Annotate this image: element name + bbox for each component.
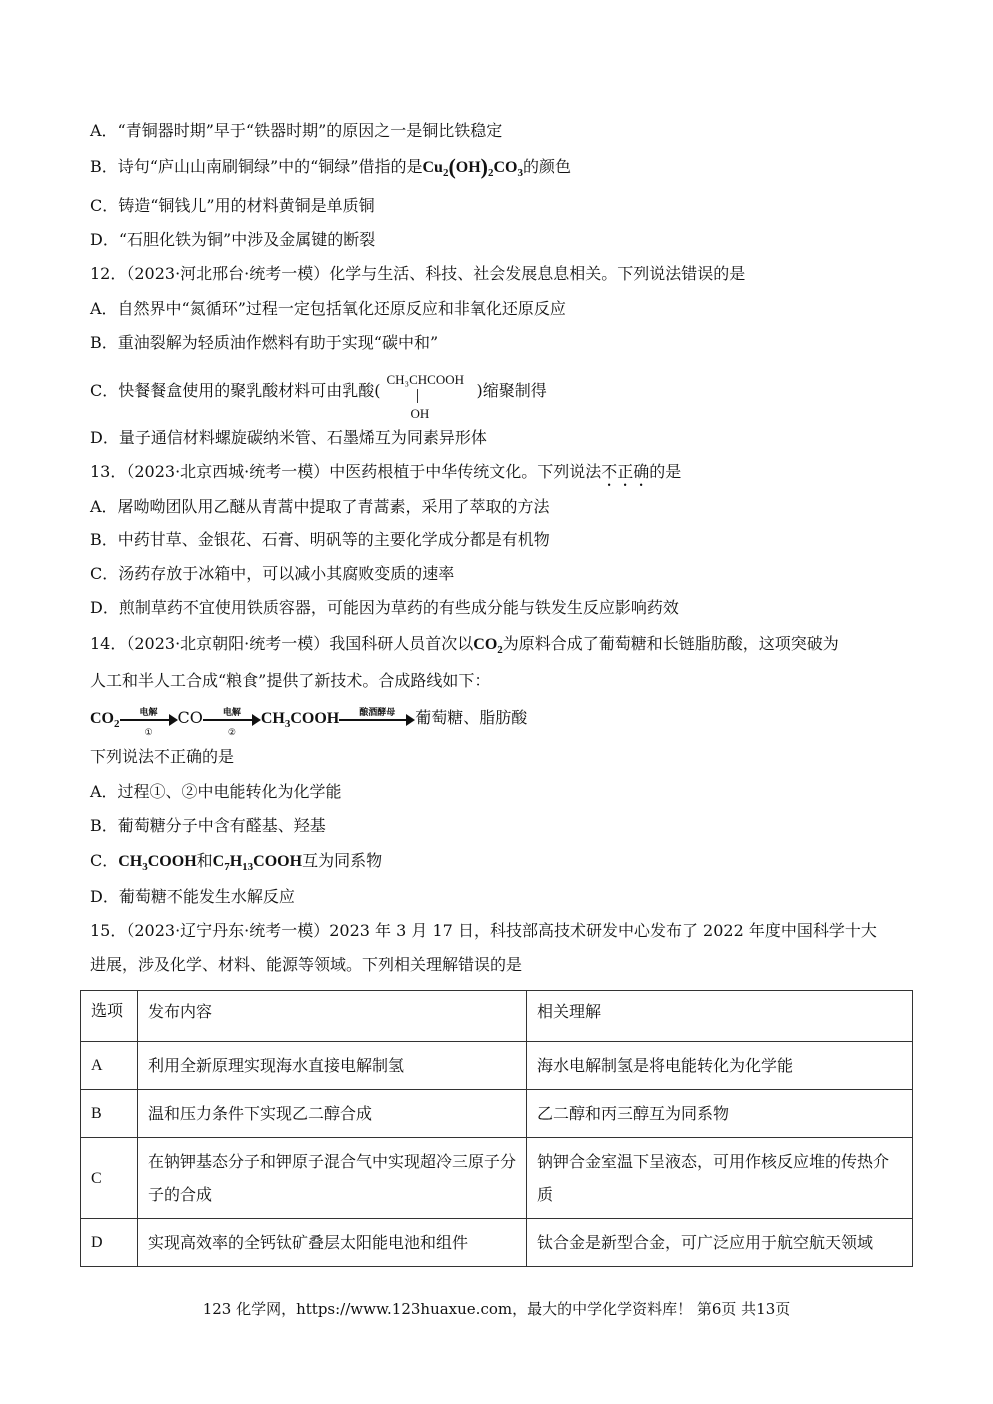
route-arrow-1 [120,707,178,738]
q11-option-b [90,156,571,184]
route-acetic-acid: $CH_3COOH$ [260,710,340,731]
page-footer: 123 化学网，https://www.123huaxue.com，最大的中学化学资料库！ 第6页 共13页 [202,1300,791,1318]
row-option: C [81,1138,138,1219]
route-arrow-3 [339,707,415,727]
lactic-acid-structure [381,371,477,421]
q12-option-b: B．重油裂解为轻质油作燃料有助于实现“碳中和” [90,333,439,352]
q13-option-b: B．中药甘草、金银花、石膏、明矾等的主要化学成分都是有机物 [90,530,550,549]
q14-option-c-tail: 互为同系物 [302,851,383,870]
formula-co2: $CO_2$ [473,636,503,657]
table-row [81,1042,913,1090]
q14-option-a: A．过程①、②中电能转化为化学能 [90,782,342,801]
q14-stem-text: 14．（2023·北京朝阳·统考一模）我国科研人员首次以 [90,634,474,653]
row-content: 实现高效率的全钙钛矿叠层太阳能电池和组件 [138,1219,527,1267]
q13-stem [90,461,681,490]
q13-option-c: C．汤药存放于冰箱中，可以减小其腐败变质的速率 [90,564,455,583]
route-products: 葡萄糖、脂肪酸 [415,708,528,727]
q14-option-d: D．葡萄糖不能发生水解反应 [90,887,295,906]
q12-option-c [90,371,547,421]
q13-stem-tail: 的是 [649,462,682,481]
route-co2: $CO_2$ [90,710,120,731]
q13-option-a: A．屠呦呦团队用乙醚从青蒿中提取了青蒿素，采用了萃取的方法 [90,497,550,516]
table-header-row [81,991,913,1042]
q11-option-d: D．“石胆化铁为铜”中涉及金属键的断裂 [90,230,376,249]
table-row [81,1090,913,1138]
header-content: 发布内容 [138,991,527,1042]
q11-option-b-tail: 的颜色 [522,157,571,176]
lactic-acid-bond [417,389,418,403]
q13-stem-emphasis: 不正确 [601,462,650,481]
q13-stem-text: 13．（2023·北京西城·统考一模）中医药根植于中华传统文化。下列说法 [90,462,602,481]
row-understanding: 乙二醇和丙三醇互为同系物 [527,1090,913,1138]
row-option: B [81,1090,138,1138]
lactic-acid-oh: OH [410,405,430,421]
table-row [81,1138,913,1219]
row-understanding: 海水电解制氢是将电能转化为化学能 [527,1042,913,1090]
row-option: A [81,1042,138,1090]
q12-option-d: D．量子通信材料螺旋碳纳米管、石墨烯互为同素异形体 [90,428,487,447]
route-co: CO [177,708,203,727]
lactic-acid-chain: CH₃CHCOOH [386,371,464,387]
q11-option-a: A．“青铜器时期”早于“铁器时期”的原因之一是铜比铁稳定 [90,121,503,140]
arrow-3-shaft [339,719,409,721]
q14-option-c-and: 和 [196,851,213,870]
arrow-3-label: 酿酒酵母 [359,707,396,718]
q11-option-b-text: B．诗句“庐山山南刷铜绿”中的“铜绿”借指的是 [90,157,423,176]
q12-option-c-tail: )缩聚制得 [476,381,547,400]
arrow-2-label: 电解 [222,707,241,718]
row-understanding: 钛合金是新型合金，可广泛应用于航空航天领域 [527,1219,913,1267]
q14-option-c [90,850,382,878]
formula-acetic-acid: $CH_3COOH$ [118,853,197,874]
row-understanding: 钠钾合金室温下呈液态，可用作核反应堆的传热介质 [527,1138,913,1219]
q14-option-c-label: C． [90,851,119,870]
q14-option-b: B．葡萄糖分子中含有醛基、羟基 [90,816,326,835]
row-content: 在钠钾基态分子和钾原子混合气中实现超冷三原子分子的合成 [138,1138,527,1219]
q15-stem-line2: 进展，涉及化学、材料、能源等领域。下列相关理解错误的是 [90,955,523,974]
arrow-1-step: ① [144,727,153,738]
table-row [81,1219,913,1267]
arrow-2-step: ② [227,727,236,738]
arrow-1-shaft [120,719,172,721]
header-option: 选项 [81,991,138,1042]
route-arrow-2 [203,707,261,738]
q14-stem-tail: 为原料合成了葡萄糖和长链脂肪酸，这项突破为 [502,634,839,653]
q13-option-d: D．煎制草药不宜使用铁质容器，可能因为草药的有些成分能与铁发生反应影响药效 [90,598,679,617]
q11-option-c: C．铸造“铜钱儿”用的材料黄铜是单质铜 [90,196,375,215]
q12-option-c-text: C．快餐餐盒使用的聚乳酸材料可由乳酸( [90,381,381,400]
synthesis-route [90,707,528,738]
q12-option-a: A．自然界中“氮循环”过程一定包括氧化还原反应和非氧化还原反应 [90,299,566,318]
q14-stem-line1 [90,633,839,661]
row-option: D [81,1219,138,1267]
q15-stem-line1: 15．（2023·辽宁丹东·统考一模）2023 年 3 月 17 日，科技部高技术研发中心发布了 2022 年度中国科学十大 [90,921,877,940]
formula-c7h13cooh: $C_7H_{13}COOH$ [212,853,303,874]
q14-ask: 下列说法不正确的是 [90,747,235,766]
formula-basic-copper-carbonate: $Cu_2(OH)_2CO_3$ [422,154,523,180]
arrow-3-head [406,714,415,726]
header-understanding: 相关理解 [527,991,913,1042]
q15-table [80,990,913,1267]
row-content: 利用全新原理实现海水直接电解制氢 [138,1042,527,1090]
arrow-1-label: 电解 [139,707,158,718]
row-content: 温和压力条件下实现乙二醇合成 [138,1090,527,1138]
q12-stem: 12．（2023·河北邢台·统考一模）化学与生活、科技、社会发展息息相关。下列说法错误的是 [90,264,746,283]
arrow-2-shaft [203,719,255,721]
q14-stem-line2: 人工和半人工合成“粮食”提供了新技术。合成路线如下： [90,671,491,690]
